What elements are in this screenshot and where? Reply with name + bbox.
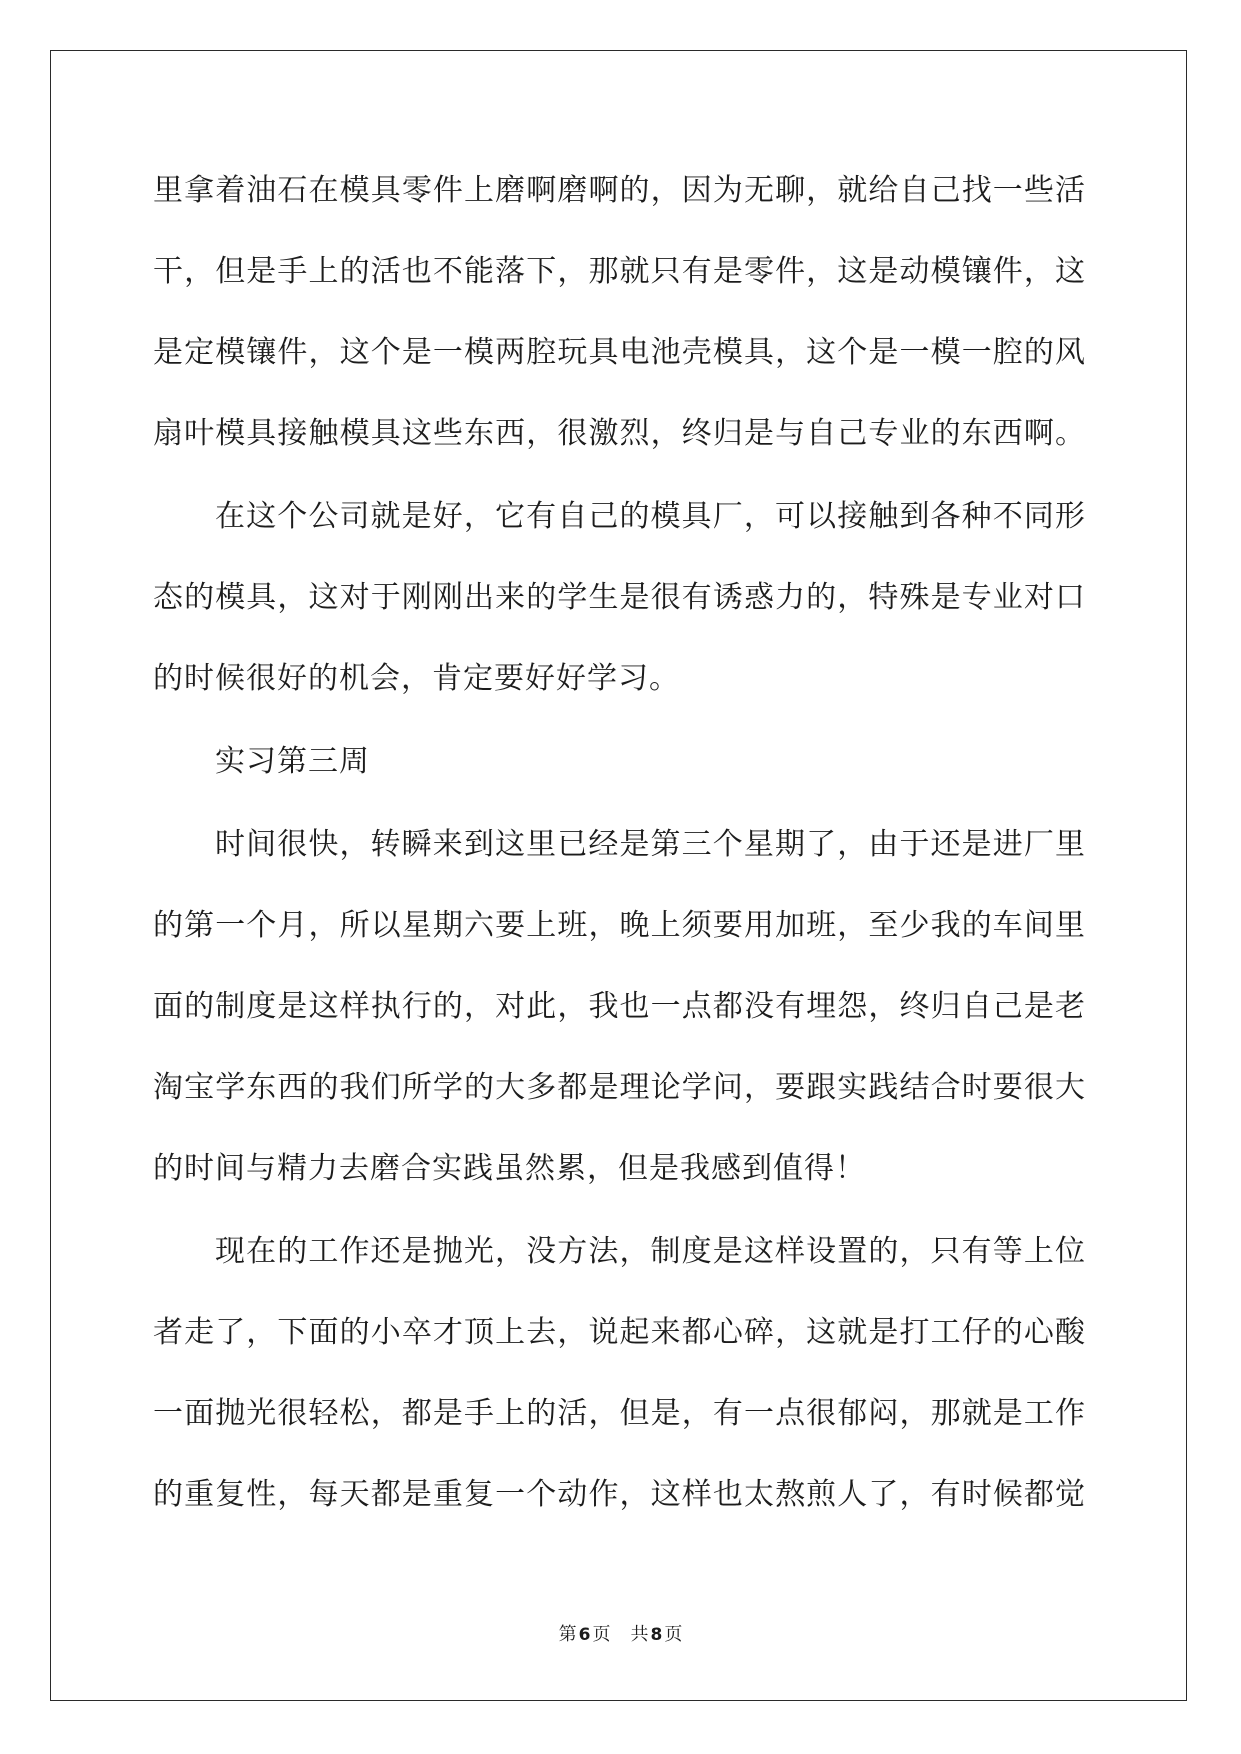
paragraph: [153, 150, 1085, 474]
text-line: 干，但是手上的活也不能落下，那就只有是零件，这是动模镶件，这: [153, 254, 1085, 289]
text-line: 的时候很好的机会，肯定要好好学习。: [153, 661, 680, 696]
page-number: 6: [578, 1625, 591, 1645]
document-body: [153, 150, 1085, 1537]
text-line: 现在的工作还是抛光，没方法，制度是这样设置的，只有等上位: [215, 1234, 1085, 1269]
text-line: 在这个公司就是好，它有自己的模具厂，可以接触到各种不同形: [215, 499, 1085, 534]
text-line: 的第一个月，所以星期六要上班，晚上须要用加班，至少我的车间里: [153, 908, 1085, 943]
text-line: 里拿着油石在模具零件上磨啊磨啊的，因为无聊，就给自己找一些活: [153, 173, 1085, 208]
paragraph: [153, 476, 1085, 719]
text-line: 面的制度是这样执行的，对此，我也一点都没有埋怨，终归自己是老: [153, 989, 1085, 1024]
text-line: 的时间与精力去磨合实践虽然累，但是我感到值得！: [153, 1151, 866, 1186]
text-line: 扇叶模具接触模具这些东西，很激烈，终归是与自己专业的东西啊。: [153, 416, 1085, 451]
total-prefix: 共: [630, 1624, 649, 1645]
total-suffix: 页: [664, 1624, 683, 1645]
text-line: 是定模镶件，这个是一模两腔玩具电池壳模具，这个是一模一腔的风: [153, 335, 1085, 370]
section-heading-text: 实习第三周: [215, 744, 370, 779]
text-line: 态的模具，这对于刚刚出来的学生是很有诱惑力的，特殊是专业对口: [153, 580, 1085, 615]
page-prefix: 第: [558, 1624, 577, 1645]
text-line: 者走了，下面的小卒才顶上去，说起来都心碎，这就是打工仔的心酸: [153, 1315, 1085, 1350]
text-line: 时间很快，转瞬来到这里已经是第三个星期了，由于还是进厂里: [215, 827, 1085, 862]
text-line: 一面抛光很轻松，都是手上的活，但是，有一点很郁闷，那就是工作: [153, 1396, 1085, 1431]
text-line: 淘宝学东西的我们所学的大多都是理论学问，要跟实践结合时要很大: [153, 1070, 1085, 1105]
paragraph: [153, 1211, 1085, 1535]
paragraph: [153, 804, 1085, 1209]
page-footer: [0, 1623, 1241, 1647]
section-heading: [153, 721, 1085, 802]
page-suffix: 页: [592, 1624, 611, 1645]
total-pages: 8: [650, 1625, 663, 1645]
text-line: 的重复性，每天都是重复一个动作，这样也太熬煎人了，有时候都觉: [153, 1477, 1085, 1512]
